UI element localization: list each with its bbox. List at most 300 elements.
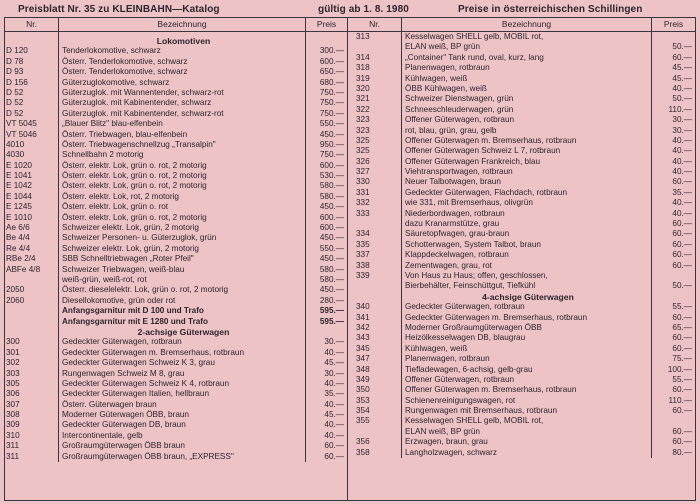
price-table-left-column — [5, 18, 348, 500]
table-row — [348, 396, 695, 406]
item-number: 334 — [348, 229, 402, 239]
item-number: 307 — [5, 400, 59, 410]
item-price: 60.— — [672, 250, 692, 260]
item-price: 40.— — [672, 83, 692, 93]
table-row — [348, 146, 695, 156]
item-number: VT 5046 — [5, 130, 59, 140]
item-number — [348, 281, 402, 291]
item-price: 580.— — [319, 181, 344, 191]
table-row — [348, 198, 695, 208]
item-number: 305 — [5, 379, 59, 389]
item-price: 60.— — [672, 52, 692, 62]
item-number: D 156 — [5, 78, 59, 88]
item-description: Von Haus zu Haus; offen, geschlossen, — [402, 271, 652, 281]
item-price: 60.— — [672, 177, 692, 187]
table-row — [348, 406, 695, 416]
item-number: E 1245 — [5, 202, 59, 212]
item-price: 600.— — [319, 223, 344, 233]
table-row — [5, 233, 347, 243]
item-description: Gedeckter Güterwagen Italien, hellbraun — [59, 389, 306, 399]
item-number: 308 — [5, 410, 59, 420]
item-description: Viehtransportwagen, rotbraun — [402, 167, 652, 177]
item-price: 110.— — [668, 104, 692, 114]
table-row — [5, 296, 347, 306]
item-description: „Container" Tank rund, oval, kurz, lang — [402, 53, 652, 63]
item-price: 65.— — [672, 322, 692, 332]
table-row — [348, 385, 695, 395]
section-heading-row — [5, 327, 347, 337]
table-row — [5, 337, 347, 347]
item-price — [652, 271, 695, 281]
table-row — [348, 344, 695, 354]
item-number: 339 — [348, 271, 402, 281]
item-number: 323 — [348, 115, 402, 125]
item-number: 355 — [348, 416, 402, 426]
valid-from-date: gültig ab 1. 8. 1980 — [318, 4, 409, 15]
item-number — [5, 275, 59, 285]
table-row — [348, 250, 695, 260]
column-header-description: Bezeichnung — [402, 18, 652, 31]
item-number: 321 — [348, 94, 402, 104]
item-number: 318 — [348, 63, 402, 73]
item-number: 333 — [348, 209, 402, 219]
table-row — [5, 379, 347, 389]
item-price: 60.— — [672, 426, 692, 436]
item-price: 40.— — [672, 208, 692, 218]
section-heading-row — [348, 292, 695, 302]
table-row — [348, 240, 695, 250]
item-description: Schotterwagen, System Talbot, braun — [402, 240, 652, 250]
item-number — [5, 36, 59, 46]
item-description: Schweizer elektr. Lok, grün, 2 motorig — [59, 244, 306, 254]
item-price: 100.— — [667, 364, 692, 374]
table-row — [348, 333, 695, 343]
item-price: 595.— — [319, 316, 344, 326]
item-description: rot, blau, grün, grau, gelb — [402, 126, 652, 136]
table-row — [348, 365, 695, 375]
item-description: Österr. Triebwagenschnellzug „Transalpin" — [59, 140, 306, 150]
item-price: 40.— — [672, 167, 692, 177]
item-description: Gedeckter Güterwagen, rotbraun — [59, 337, 306, 347]
item-number: 350 — [348, 385, 402, 395]
item-number: 311 — [5, 452, 59, 462]
item-price: 40.— — [672, 198, 692, 208]
item-number: D 120 — [5, 46, 59, 56]
item-price — [306, 327, 347, 337]
item-description: Großraumgüterwagen ÖBB braun, „EXPRESS" — [59, 452, 306, 462]
item-number: RBe 2/4 — [5, 254, 59, 264]
item-number: VT 5045 — [5, 119, 59, 129]
item-description: Niederbordwagen, rotbraun — [402, 209, 652, 219]
item-number: 348 — [348, 365, 402, 375]
item-price: 300.— — [319, 46, 344, 56]
item-number: 356 — [348, 437, 402, 447]
item-price: 40.— — [324, 420, 344, 430]
table-row — [5, 213, 347, 223]
table-row — [348, 354, 695, 364]
item-description: Schweizer elektr. Lok, grün, 2 motorig — [59, 223, 306, 233]
item-description: Österr. elektr. Lok, grün o. rot, 2 motorig — [59, 181, 306, 191]
table-row — [5, 317, 347, 327]
table-row — [5, 57, 347, 67]
item-description: Österr. Triebwagen, blau-elfenbein — [59, 130, 306, 140]
table-row — [5, 140, 347, 150]
item-number: 353 — [348, 396, 402, 406]
table-row — [348, 427, 695, 437]
price-table-right-column — [348, 18, 695, 500]
item-price: 450.— — [319, 202, 344, 212]
item-description: Gedeckter Güterwagen m. Bremserhaus, rotbraun — [59, 348, 306, 358]
item-description: Gedeckter Güterwagen, Flachdach, rotbraun — [402, 188, 652, 198]
column-header-description: Bezeichnung — [59, 18, 306, 31]
item-price: 50.— — [672, 94, 692, 104]
table-row — [348, 32, 695, 42]
item-description: Großraumgüterwagen ÖBB braun — [59, 441, 306, 451]
item-number: 4030 — [5, 150, 59, 160]
item-number: 327 — [348, 167, 402, 177]
item-price: 280.— — [319, 295, 344, 305]
table-row — [5, 306, 347, 316]
item-price — [652, 292, 695, 302]
table-row — [348, 74, 695, 84]
item-number: E 1020 — [5, 161, 59, 171]
table-row — [348, 323, 695, 333]
item-price: 60.— — [672, 343, 692, 353]
table-row — [348, 53, 695, 63]
item-number — [5, 306, 59, 316]
item-number: 302 — [5, 358, 59, 368]
table-row — [348, 167, 695, 177]
item-description: Österr. elektr. Lok, grün o. rot, 2 motorig — [59, 171, 306, 181]
item-price: 40.— — [672, 156, 692, 166]
item-price: 45.— — [672, 73, 692, 83]
item-price: 595.— — [319, 306, 344, 316]
item-description: Offener Güterwagen Frankreich, blau — [402, 157, 652, 167]
item-price: 35.— — [672, 187, 692, 197]
table-row — [5, 109, 347, 119]
item-price: 50.— — [672, 281, 692, 291]
item-number — [5, 317, 59, 327]
item-description: Zementwagen, grau, rot — [402, 261, 652, 271]
item-price: 60.— — [672, 406, 692, 416]
table-row — [5, 389, 347, 399]
item-description: Moderner Güterwagen ÖBB, braun — [59, 410, 306, 420]
item-description: Offener Güterwagen, rotbraun — [402, 115, 652, 125]
item-description: Österr. Güterwagen braun — [59, 400, 306, 410]
table-row — [5, 78, 347, 88]
table-row — [348, 94, 695, 104]
item-number: 313 — [348, 32, 402, 42]
table-row — [348, 63, 695, 73]
table-row — [5, 171, 347, 181]
item-number: 300 — [5, 337, 59, 347]
item-number: 331 — [348, 188, 402, 198]
item-number: 330 — [348, 177, 402, 187]
item-number — [348, 427, 402, 437]
table-row — [348, 229, 695, 239]
item-price: 55.— — [672, 374, 692, 384]
item-number: 311 — [5, 441, 59, 451]
item-description: Offener Güterwagen, rotbraun — [402, 375, 652, 385]
item-number: 319 — [348, 74, 402, 84]
item-number: E 1041 — [5, 171, 59, 181]
table-row — [348, 313, 695, 323]
item-description: Schweizer Dienstwagen, grün — [402, 94, 652, 104]
item-price: 40.— — [672, 135, 692, 145]
item-number: 325 — [348, 136, 402, 146]
table-row — [348, 281, 695, 291]
item-price: 30.— — [324, 368, 344, 378]
item-description: ELAN weiß, BP grün — [402, 42, 652, 52]
price-sheet-header — [0, 0, 700, 18]
item-description: Intercontinentale, gelb — [59, 431, 306, 441]
table-row — [5, 181, 347, 191]
table-row — [5, 452, 347, 462]
item-description: Erzwagen, braun, grau — [402, 437, 652, 447]
table-row — [5, 67, 347, 77]
table-header — [5, 18, 347, 32]
table-row — [348, 188, 695, 198]
item-price: 110.— — [668, 395, 692, 405]
item-description: Offener Güterwagen m. Bremserhaus, rotbraun — [402, 136, 652, 146]
item-price: 450.— — [319, 285, 344, 295]
item-description: Säuretopfwagen, grau-braun — [402, 229, 652, 239]
table-row — [348, 157, 695, 167]
item-price: 30.— — [324, 337, 344, 347]
item-number: 326 — [348, 157, 402, 167]
item-description: Österr. elektr. Lok, grün o. rot — [59, 202, 306, 212]
item-number: 325 — [348, 146, 402, 156]
item-number: 342 — [348, 323, 402, 333]
item-price: 60.— — [672, 437, 692, 447]
table-row — [348, 105, 695, 115]
item-description: Österr. elektr. Lok, rot, 2 motorig — [59, 192, 306, 202]
item-price: 750.— — [319, 108, 344, 118]
item-price: 30.— — [672, 115, 692, 125]
item-description: Planenwagen, rotbraun — [402, 63, 652, 73]
table-row — [5, 431, 347, 441]
item-price: 580.— — [319, 274, 344, 284]
item-price: 60.— — [324, 451, 344, 461]
table-row — [348, 416, 695, 426]
price-table — [4, 17, 696, 501]
item-description: Kesselwagen SHELL gelb, MOBIL rot, — [402, 32, 652, 42]
item-price: 40.— — [324, 430, 344, 440]
item-price: 60.— — [672, 239, 692, 249]
item-number: 306 — [5, 389, 59, 399]
item-description: Österr. Tenderlokomotive, schwarz — [59, 57, 306, 67]
item-price: 450.— — [319, 129, 344, 139]
table-row — [348, 261, 695, 271]
item-description: Gedeckter Güterwagen m. Bremserhaus, rotbraun — [402, 313, 652, 323]
item-price: 60.— — [672, 229, 692, 239]
item-description: Kühlwagen, weiß — [402, 74, 652, 84]
item-description: Bierbehälter, Feinschüttgut, Tiefkühl — [402, 281, 652, 291]
item-number: 322 — [348, 105, 402, 115]
table-row — [5, 358, 347, 368]
table-row — [5, 410, 347, 420]
column-header-price: Preis — [663, 19, 684, 29]
table-row — [5, 161, 347, 171]
column-header-price: Preis — [316, 19, 337, 29]
item-number: 2060 — [5, 296, 59, 306]
item-description: Anfangsgarnitur mit E 1280 und Trafo — [59, 317, 306, 327]
item-description: Neuer Talbotwagen, braun — [402, 177, 652, 187]
item-price: 580.— — [319, 264, 344, 274]
item-number: Be 4/4 — [5, 233, 59, 243]
item-price: 550.— — [319, 119, 344, 129]
item-description: Gedeckter Güterwagen Schweiz K 4, rotbraun — [59, 379, 306, 389]
table-row — [348, 136, 695, 146]
table-row — [5, 265, 347, 275]
item-price: 45.— — [672, 63, 692, 73]
item-number: D 78 — [5, 57, 59, 67]
item-price: 40.— — [324, 347, 344, 357]
section-heading-row — [5, 36, 347, 46]
column-header-nr: Nr. — [348, 18, 402, 31]
item-number: 323 — [348, 126, 402, 136]
table-row — [348, 209, 695, 219]
item-number: 303 — [5, 369, 59, 379]
table-row — [5, 254, 347, 264]
item-description: Rungenwagen Schweiz M 8, grau — [59, 369, 306, 379]
table-row — [348, 126, 695, 136]
table-row — [5, 98, 347, 108]
table-row — [5, 202, 347, 212]
item-price: 60.— — [672, 312, 692, 322]
item-price: 750.— — [319, 98, 344, 108]
item-price: 650.— — [319, 67, 344, 77]
item-description: 4-achsige Güterwagen — [402, 292, 652, 302]
table-row — [5, 119, 347, 129]
item-description: Tenderlokomotive, schwarz — [59, 46, 306, 56]
item-description: Kesselwagen SHELL gelb, MOBIL rot, — [402, 416, 652, 426]
item-number: 341 — [348, 313, 402, 323]
item-price: 450.— — [319, 254, 344, 264]
item-description: Kühlwagen, weiß — [402, 344, 652, 354]
item-price: 530.— — [319, 171, 344, 181]
item-number: 301 — [5, 348, 59, 358]
table-row — [5, 192, 347, 202]
table-row — [5, 275, 347, 285]
item-price: 45.— — [324, 358, 344, 368]
table-row — [5, 150, 347, 160]
table-row — [5, 88, 347, 98]
table-row — [5, 130, 347, 140]
item-number: 310 — [5, 431, 59, 441]
item-price: 60.— — [672, 260, 692, 270]
table-row — [348, 271, 695, 281]
item-number: D 93 — [5, 67, 59, 77]
item-number: E 1010 — [5, 213, 59, 223]
item-description: Heizölkesselwagen DB, blaugrau — [402, 333, 652, 343]
table-row — [348, 437, 695, 447]
item-number: D 52 — [5, 109, 59, 119]
item-number: 343 — [348, 333, 402, 343]
table-row — [348, 302, 695, 312]
table-row — [5, 285, 347, 295]
item-price: 40.— — [672, 146, 692, 156]
item-number: 358 — [348, 448, 402, 458]
table-row — [348, 115, 695, 125]
item-number: D 52 — [5, 98, 59, 108]
item-number: 320 — [348, 84, 402, 94]
item-number: 335 — [348, 240, 402, 250]
item-number: D 52 — [5, 88, 59, 98]
item-price: 600.— — [319, 160, 344, 170]
item-description: Schweizer Personen- u. Güterzuglok, grün — [59, 233, 306, 243]
table-row — [348, 375, 695, 385]
item-number: 338 — [348, 261, 402, 271]
table-row — [348, 177, 695, 187]
item-number — [348, 219, 402, 229]
item-price: 450.— — [319, 233, 344, 243]
item-description: Klappdeckelwagen, rotbraun — [402, 250, 652, 260]
item-description: Güterzuglok. mit Kabinentender, schwarz-rot — [59, 109, 306, 119]
item-number: 347 — [348, 354, 402, 364]
item-description: ELAN weiß, BP grün — [402, 427, 652, 437]
currency-note: Preise in österreichischen Schillingen — [458, 4, 643, 15]
item-number: 354 — [348, 406, 402, 416]
item-description: „Blauer Blitz" blau-elfenbein — [59, 119, 306, 129]
item-number: 4010 — [5, 140, 59, 150]
item-price: 60.— — [324, 441, 344, 451]
item-description: Schweizer Triebwagen, weiß-blau — [59, 265, 306, 275]
item-description: ÖBB Kühlwagen, weiß — [402, 84, 652, 94]
item-description: Planenwagen, rotbraun — [402, 354, 652, 364]
item-description: 2-achsige Güterwagen — [59, 327, 306, 337]
item-description: Rungenwagen mit Bremserhaus, rotbraun — [402, 406, 652, 416]
item-number: 337 — [348, 250, 402, 260]
table-row — [5, 400, 347, 410]
table-row — [5, 369, 347, 379]
item-description: Diesellokomotive, grün oder rot — [59, 296, 306, 306]
item-description: Österr. elektr. Lok, grün o. rot, 2 motorig — [59, 213, 306, 223]
item-description: Lokomotiven — [59, 36, 306, 46]
item-description: Gedeckter Güterwagen, rotbraun — [402, 302, 652, 312]
item-description: Schnellbahn 2 motorig — [59, 150, 306, 160]
price-sheet-title: Preisblatt Nr. 35 zu KLEINBAHN—Katalog — [18, 4, 220, 15]
item-price: 45.— — [324, 410, 344, 420]
table-row — [5, 420, 347, 430]
table-row — [5, 244, 347, 254]
item-price: 600.— — [319, 56, 344, 66]
item-description: Tiefladewagen, 6-achsig, gelb-grau — [402, 365, 652, 375]
item-number — [348, 292, 402, 302]
item-number: 309 — [5, 420, 59, 430]
item-description: dazu Kranarmstütze, grau — [402, 219, 652, 229]
item-description: weiß-grün, weiß-rot, rot — [59, 275, 306, 285]
column-header-nr: Nr. — [5, 18, 59, 31]
item-description: Anfangsgarnitur mit D 100 und Trafo — [59, 306, 306, 316]
item-price — [306, 36, 347, 46]
item-number: 332 — [348, 198, 402, 208]
item-price: 550.— — [319, 243, 344, 253]
item-number: 314 — [348, 53, 402, 63]
table-row — [5, 348, 347, 358]
item-price — [652, 32, 695, 42]
row-list-left — [5, 32, 347, 462]
item-price: 60.— — [672, 333, 692, 343]
item-price: 60.— — [672, 219, 692, 229]
item-description: Güterzuglokomotive, schwarz — [59, 78, 306, 88]
item-number: 2050 — [5, 285, 59, 295]
item-price: 50.— — [672, 42, 692, 52]
item-description: Moderner Großraumgüterwagen ÖBB — [402, 323, 652, 333]
table-row — [348, 84, 695, 94]
item-number: E 1042 — [5, 181, 59, 191]
item-description: Offener Güterwagen Schweiz L 7, rotbraun — [402, 146, 652, 156]
